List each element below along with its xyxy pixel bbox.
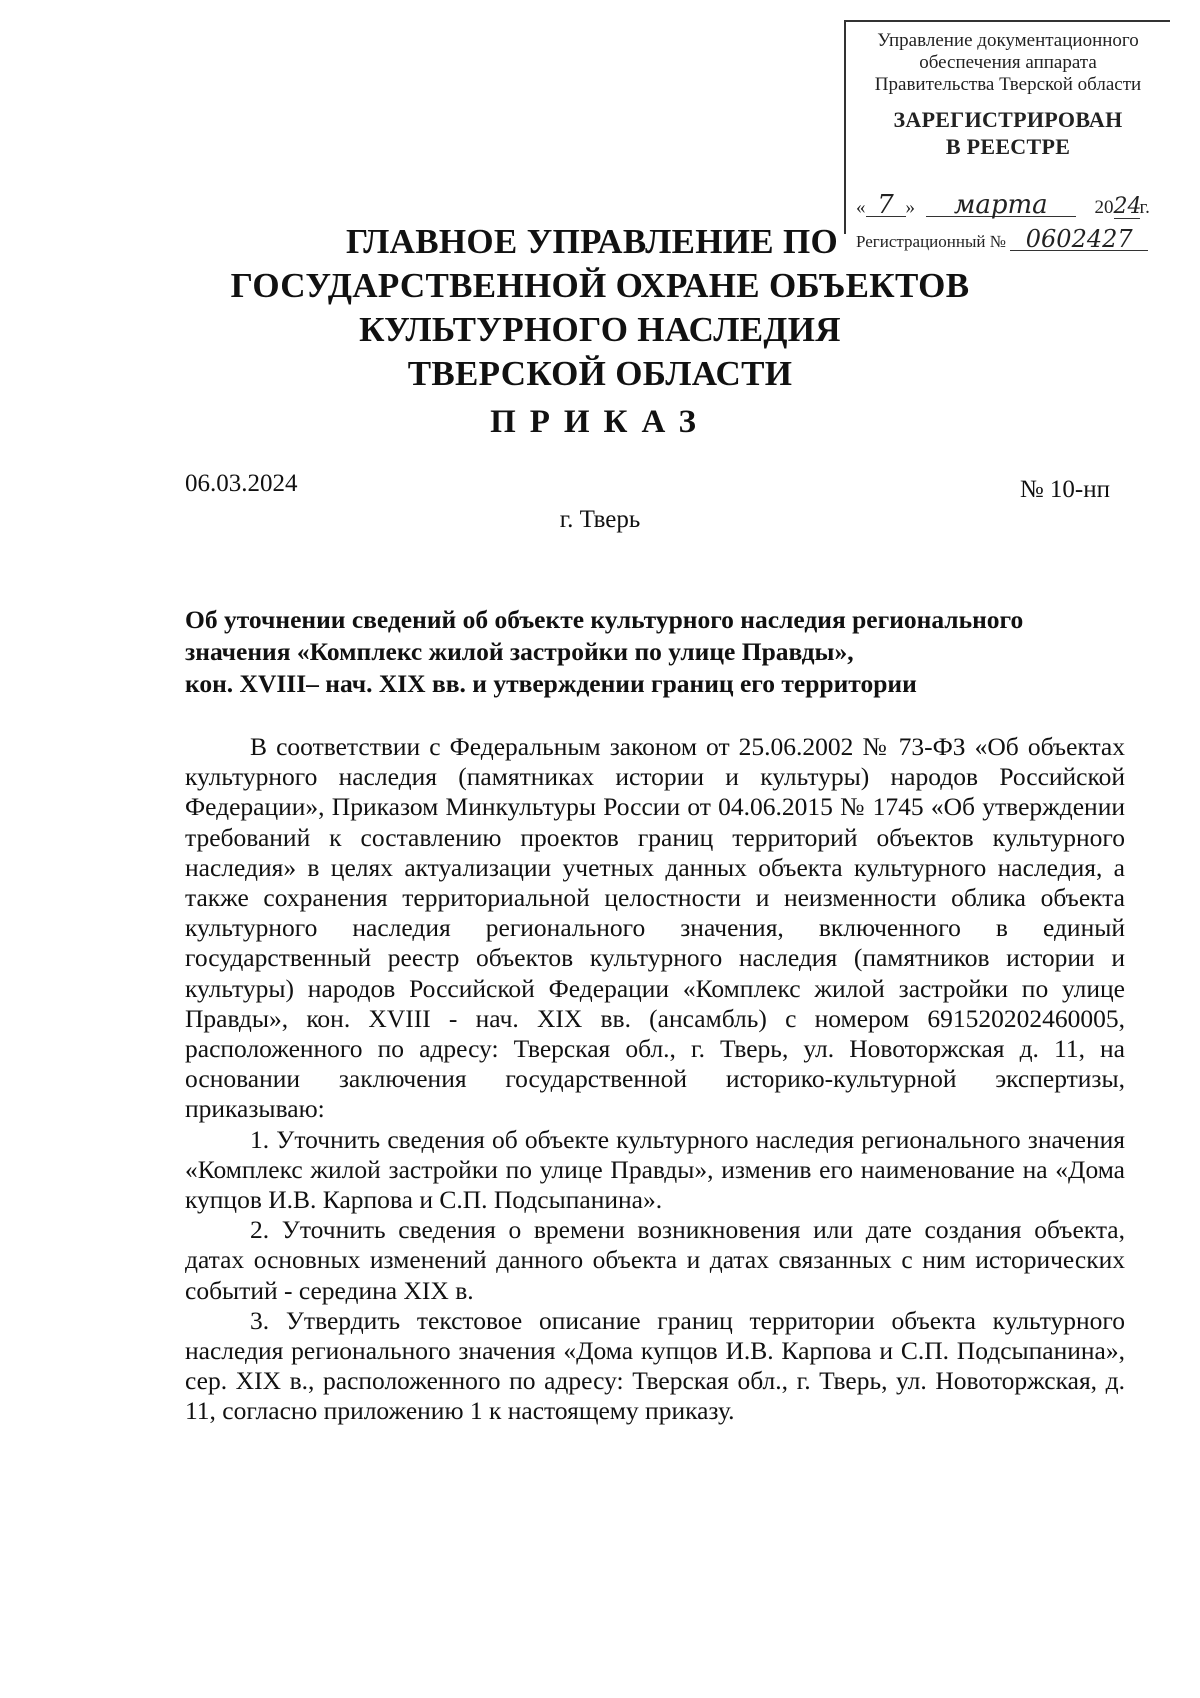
document-subject <box>185 604 1125 700</box>
subject-line: Об уточнении сведений об объекте культурного наследия регионального <box>185 605 1024 634</box>
stamp-status <box>846 106 1170 160</box>
document-type: ПРИКАЗ <box>490 404 710 440</box>
document-body <box>185 732 1125 1427</box>
document-city: г. Тверь <box>559 506 641 533</box>
document-number: № 10-нп <box>1019 476 1110 503</box>
stamp-date-year-suffix: 24 <box>1113 194 1142 219</box>
stamp-date-year-prefix: 20 <box>1094 197 1114 218</box>
agency-heading-line: КУЛЬТУРНОГО НАСЛЕДИЯ <box>359 310 841 349</box>
order-item: 2. Уточнить сведения о времени возникновения или дате создания объекта, датах основных изменений данного объекта и датах связанных с ним исторических событий - середина XIX в. <box>185 1215 1125 1305</box>
registration-stamp <box>844 20 1170 253</box>
preamble-paragraph: В соответствии с Федеральным законом от 25.06.2002 № 73-ФЗ «Об объектах культурного наследия (памятниках истории и культуры) народов Российской Федерации», Приказом Минкультуры России от 04.06.2015 № 1745 «Об утверждении требований к составлению проектов границ территорий объектов культурного наследия» в целях актуализации учетных данных объекта культурного наследия, а также сохранения территориальной целостности и неизменности облика объекта культурного наследия регионального значения, включенного в единый государственный реестр объектов культурного наследия (памятников истории и культуры) народов Российской Федерации «Комплекс жилой застройки по улице Правды», кон. XVIII - нач. XIX вв. (ансамбль) с номером 691520202460005, расположенного по адресу: Тверская обл., г. Тверь, ул. Новоторжская д. 11, на основании заключения государственной историко-культурной экспертизы, приказываю: <box>185 732 1125 1124</box>
stamp-org-line: обеспечения аппарата <box>919 52 1097 73</box>
agency-heading-line: ТВЕРСКОЙ ОБЛАСТИ <box>407 354 793 393</box>
stamp-status-line: В РЕЕСТРЕ <box>945 134 1071 159</box>
stamp-year-unit: г. <box>1139 197 1150 218</box>
order-item: 1. Уточнить сведения об объекте культурного наследия регионального значения «Комплекс жилой застройки по улице Правды», изменив его наименование на «Дома купцов И.В. Карпова и С.П. Подсыпанина». <box>185 1124 1125 1215</box>
stamp-org-line: Управление документационного <box>877 30 1139 51</box>
agency-heading-line: ГОСУДАРСТВЕННОЙ ОХРАНЕ ОБЪЕКТОВ <box>230 266 970 305</box>
order-item: 3. Утвердить текстовое описание границ территории объекта культурного наследия регионального значения «Дома купцов И.В. Карпова и С.П. Подсыпанина», сер. XIX в., расположенного по адресу: Тверская обл., г. Тверь, ул. Новоторжская, д. 11, согласно приложению 1 к настоящему приказу. <box>185 1305 1125 1426</box>
stamp-reg-number-value: 0602427 <box>1010 228 1148 251</box>
stamp-status-line: ЗАРЕГИСТРИРОВАН <box>893 107 1123 132</box>
document-date: 06.03.2024 <box>185 470 298 497</box>
stamp-reg-number-label: Регистрационный № <box>856 232 1006 251</box>
stamp-date-month: марта <box>926 194 1076 217</box>
agency-heading-line: ГЛАВНОЕ УПРАВЛЕНИЕ ПО <box>345 222 839 261</box>
stamp-date: « 7 » марта 2024г. <box>856 190 1150 220</box>
subject-line: значения «Комплекс жилой застройки по улице Правды», <box>185 637 854 666</box>
stamp-organization <box>846 22 1170 96</box>
subject-line: кон. XVIII– нач. XIX вв. и утверждении границ его территории <box>185 669 917 698</box>
stamp-org-line: Правительства Тверской области <box>874 74 1142 95</box>
stamp-date-day: 7 <box>866 194 906 217</box>
agency-heading <box>0 220 1200 396</box>
